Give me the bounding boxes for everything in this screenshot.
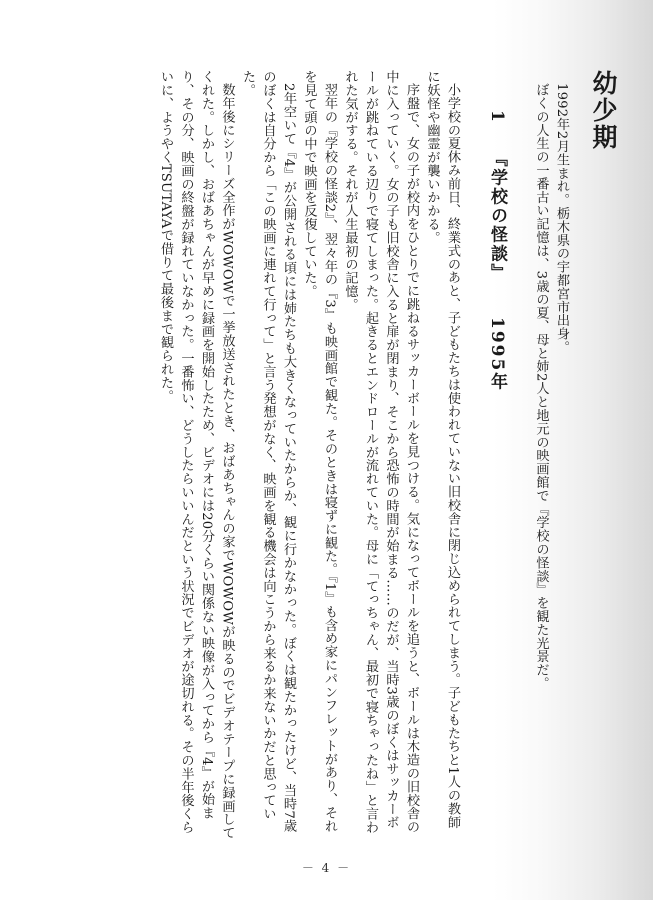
- section-number: 1: [487, 110, 507, 124]
- section-heading: [480, 70, 514, 840]
- paragraph-sequels: 翌年の『学校の怪談2』、翌々年の『3』も映画館で観た。そのときは寝ずに観た。『1』も含め家にパンフレットがあり、それを見て頭の中で映画を反復していた。: [301, 70, 337, 833]
- paragraph-fourth-film: 2年空いて『4』が公開される頃には姉たちも大きくなっていたからか、観に行かなかった。ぼくは観たかったけど、当時7歳のぼくは自分から「この映画に連れて行って」と言う発想がなく、映画を観る機会は向こうから来るか来ないかだと思っていた。: [240, 70, 296, 833]
- intro-birth: 1992年2月生まれ。栃木県の宇都宮市出身。: [554, 83, 569, 354]
- intro-memory: ぼくの人生の一番古い記憶は、3歳の夏、母と姉2人と地元の映画館で『学校の怪談』を観た光景だ。: [533, 83, 549, 690]
- chapter-title: 幼少期: [589, 70, 618, 151]
- vertical-text-body: [155, 70, 624, 840]
- paragraph-wowow-recording: 数年後にシリーズ全作がWOWOWで一挙放送されたとき、おばあちゃんの家でWOWOWが映るのでビデオテープに録画してくれた。しかし、おばあちゃんが早めに録画を開始したため、ビデオには20分くらい関係ない映像が入ってから『4』が始まり、その分、映画の終盤が録れていなかった。一番怖い、どうしたらいいんだという状況でビデオが途切れる。その半年後くらいに、ようやくTSUTAYAで借りて最後まで観られた。: [158, 70, 235, 840]
- section-year: 1995年: [487, 316, 507, 392]
- page-number: － 4 －: [301, 861, 352, 875]
- section-title: 『学校の怪談』: [487, 149, 507, 283]
- paragraph-first-memory: 序盤で、女の子が校内をひとりでに跳ねるサッカーボールを見つける。気になってボールを追うと、ボールは木造の旧校舎の中に入っていく。女の子も旧校舎に入ると扉が閉まり、そこから恐怖の時間が始まる……のだが、当時3歳のぼくはサッカーボールが跳ねている辺りで寝てしまった。起きるとエンドロールが流れていた。母に「てっちゃん、最初で寝ちゃったね」と言われた気がする。それが人生最初の記憶。: [342, 70, 419, 834]
- paragraph-synopsis: 小学校の夏休み前日、終業式のあと、子どもたちは使われていない旧校舎に閉じ込められてしまう。子どもたちと1人の教師に妖怪や幽霊が襲いかかる。: [424, 70, 460, 829]
